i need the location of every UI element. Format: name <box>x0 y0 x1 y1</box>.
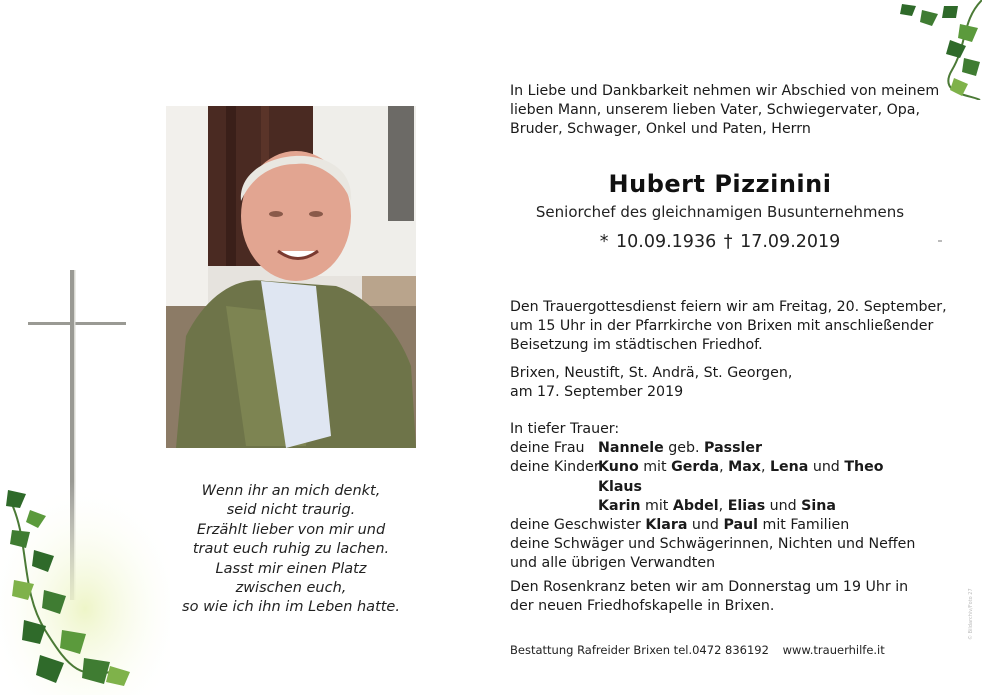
rosary-line: der neuen Friedhofskapelle in Brixen. <box>510 598 775 615</box>
poem-line: so wie ich ihn im Leben hatte. <box>182 599 400 616</box>
service-line: Den Trauergottesdienst feiern wir am Freitag, 20. September, <box>510 299 947 315</box>
footer <box>510 643 895 657</box>
mourners-heading: In tiefer Trauer: <box>510 421 620 437</box>
child-name: Max <box>728 459 761 476</box>
wife-maiden: Passler <box>704 440 763 457</box>
intro-line: Bruder, Schwager, Onkel und Paten, Herrn <box>510 121 811 138</box>
undertaker-info: Bestattung Rafreider Brixen tel.0472 836192 <box>510 643 769 657</box>
grandchild-name: Elias <box>727 497 766 514</box>
print-mark <box>938 240 942 242</box>
poem-line: Lasst mir einen Platz <box>215 560 367 577</box>
child-name: Karin <box>598 497 641 514</box>
mourners-list <box>510 420 930 574</box>
child-name: Klaus <box>598 478 642 495</box>
rosary-info <box>510 578 930 616</box>
grandchild-name: Abdel <box>672 497 719 514</box>
children-row-2 <box>510 478 930 497</box>
connector: mit <box>645 497 669 514</box>
spouse-name: Gerda <box>671 459 720 476</box>
poem <box>166 482 416 618</box>
sibling-name: Paul <box>723 517 758 534</box>
side-mark: © Bildarchiv/Foto 27 <box>968 588 974 640</box>
ivy-decoration-bottom-icon <box>0 480 170 695</box>
wife-born: geb. <box>668 440 700 457</box>
portrait-image <box>166 106 416 448</box>
children-label: deine Kinder <box>510 459 600 476</box>
deceased-name: Hubert Pizzinini <box>608 170 832 198</box>
connector: und <box>769 497 797 514</box>
rosary-line: Den Rosenkranz beten wir am Donnerstag um 19 Uhr in <box>510 579 909 595</box>
poem-line: seid nicht traurig. <box>226 502 356 519</box>
child-name: Theo <box>844 459 884 476</box>
inlaws-row: deine Schwäger und Schwägerinnen, Nichten und Neffen <box>510 536 916 553</box>
grandchild-name: Sina <box>801 497 836 514</box>
others-row: und alle übrigen Verwandten <box>510 555 716 572</box>
life-dates: * 10.09.1936 † 17.09.2019 <box>599 232 841 252</box>
place-line: am 17. September 2019 <box>510 384 684 401</box>
connector: und <box>691 517 719 534</box>
children-row: deine Kinder Kuno mit Gerda, Max, Lena und Theo <box>510 458 930 477</box>
siblings-row <box>510 516 930 535</box>
children-row-3: Karin mit Abdel, Elias und Sina <box>598 497 836 514</box>
service-info <box>510 298 947 356</box>
siblings-suffix: mit Familien <box>762 517 850 534</box>
deceased-subtitle: Seniorchef des gleichnamigen Busunternehmens <box>535 203 905 221</box>
wife-label: deine Frau <box>510 440 585 457</box>
connector: und <box>812 459 840 476</box>
intro-line: In Liebe und Dankbarkeit nehmen wir Abschied von meinem <box>510 83 940 99</box>
sibling-name: Klara <box>645 517 688 534</box>
intro-text <box>510 82 940 140</box>
service-line: um 15 Uhr in der Pfarrkirche von Brixen mit anschließender <box>510 318 934 335</box>
service-line: Beisetzung im städtischen Friedhof. <box>510 337 763 354</box>
poem-line: zwischen euch, <box>235 580 347 597</box>
child-name: Kuno <box>598 459 639 476</box>
wife-name: Nannele <box>598 440 664 457</box>
place-date <box>510 364 930 402</box>
website-link[interactable]: www.trauerhilfe.it <box>782 643 885 657</box>
poem-line: Wenn ihr an mich denkt, <box>201 483 381 499</box>
siblings-label: deine Geschwister <box>510 517 641 534</box>
intro-line: lieben Mann, unserem lieben Vater, Schwiegervater, Opa, <box>510 102 921 119</box>
connector: mit <box>643 459 667 476</box>
poem-line: Erzählt lieber von mir und <box>196 521 386 538</box>
child-name: Lena <box>769 459 809 476</box>
wife-row <box>510 439 930 458</box>
portrait-photo <box>166 106 416 448</box>
place-line: Brixen, Neustift, St. Andrä, St. Georgen, <box>510 365 793 381</box>
poem-line: traut euch ruhig zu lachen. <box>192 541 390 558</box>
